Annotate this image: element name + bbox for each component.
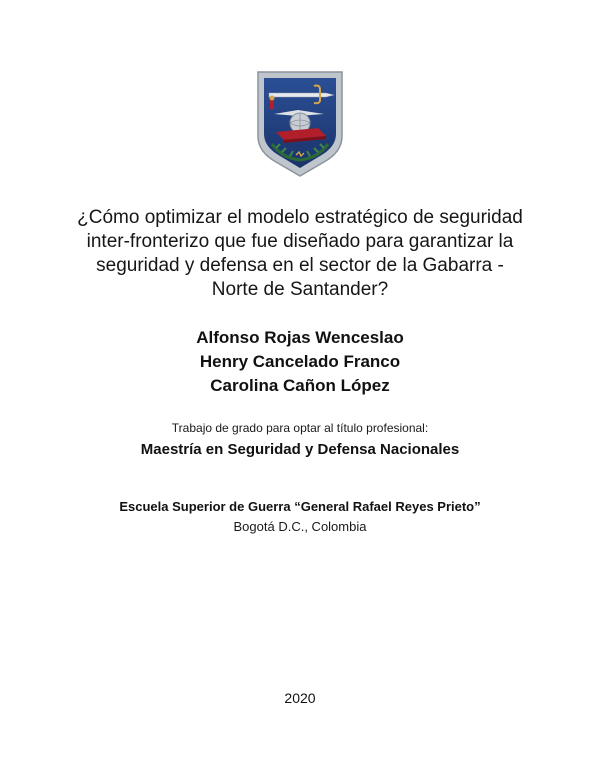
degree-intro-text: Trabajo de grado para optar al título profesional: — [171, 421, 429, 435]
thesis-title — [60, 206, 540, 302]
title-line: inter-fronterizo que fue diseñado para garantizar la — [86, 231, 514, 252]
publication-year: 2020 — [284, 690, 316, 706]
title-line: Norte de Santander? — [211, 279, 389, 300]
title-line: ¿Cómo optimizar el modelo estratégico de seguridad — [77, 207, 523, 228]
author-name: Henry Cancelado Franco — [199, 352, 401, 371]
institution-crest-logo — [254, 70, 346, 178]
institution-city: Bogotá D.C., Colombia — [233, 519, 367, 534]
title-line: seguridad y defensa en el sector de la Gabarra - — [96, 255, 504, 276]
institution-name: Escuela Superior de Guerra “General Rafael Reyes Prieto” — [119, 499, 481, 514]
author-name: Alfonso Rojas Wenceslao — [196, 328, 404, 347]
degree-name: Maestría en Seguridad y Defensa Nacionales — [140, 441, 460, 458]
author-name: Carolina Cañon López — [210, 376, 390, 395]
author-list — [100, 326, 500, 398]
